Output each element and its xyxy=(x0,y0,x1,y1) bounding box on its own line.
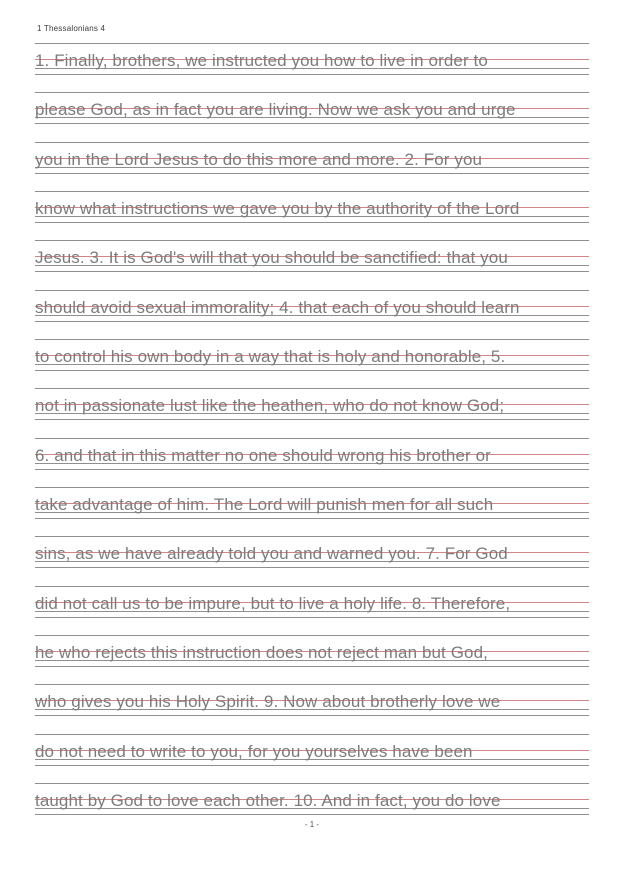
cap-line-rule xyxy=(35,92,589,93)
page-number: - 1 - xyxy=(304,820,320,829)
practice-row xyxy=(35,586,589,635)
cap-line-rule xyxy=(35,684,589,685)
descender-rule xyxy=(35,74,589,75)
cap-line-rule xyxy=(35,438,589,439)
descender-rule xyxy=(35,173,589,174)
practice-row xyxy=(35,92,589,141)
verse-text-line: do not need to write to you, for you yourselves have been xyxy=(35,741,473,761)
practice-row xyxy=(35,388,589,437)
cap-line-rule xyxy=(35,388,589,389)
practice-row xyxy=(35,240,589,289)
cap-line-rule xyxy=(35,635,589,636)
descender-rule xyxy=(35,617,589,618)
practice-row xyxy=(35,734,589,783)
cap-line-rule xyxy=(35,487,589,488)
cap-line-rule xyxy=(35,191,589,192)
descender-rule xyxy=(35,469,589,470)
verse-text-line: know what instructions we gave you by the authority of the Lord xyxy=(35,198,520,218)
practice-row xyxy=(35,290,589,339)
cap-line-rule xyxy=(35,734,589,735)
verse-text-line: should avoid sexual immorality; 4. that each of you should learn xyxy=(35,297,520,317)
verse-text-line: you in the Lord Jesus to do this more and more. 2. For you xyxy=(35,149,483,169)
verse-text-line: taught by God to love each other. 10. And in fact, you do love xyxy=(35,790,501,810)
page-title: 1 Thessalonians 4 xyxy=(37,24,106,33)
practice-row xyxy=(35,635,589,684)
verse-text-line: sins, as we have already told you and warned you. 7. For God xyxy=(35,544,508,564)
descender-rule xyxy=(35,666,589,667)
descender-rule xyxy=(35,271,589,272)
practice-row xyxy=(35,191,589,240)
cap-line-rule xyxy=(35,536,589,537)
descender-rule xyxy=(35,321,589,322)
practice-row xyxy=(35,536,589,585)
descender-rule xyxy=(35,419,589,420)
cap-line-rule xyxy=(35,586,589,587)
verse-text-line: please God, as in fact you are living. Now we ask you and urge xyxy=(35,100,516,120)
descender-rule xyxy=(35,370,589,371)
practice-row xyxy=(35,684,589,733)
rows xyxy=(35,43,589,832)
verse-text-line: he who rejects this instruction does not reject man but God, xyxy=(35,642,488,662)
practice-row xyxy=(35,487,589,536)
cap-line-rule xyxy=(35,339,589,340)
descender-rule xyxy=(35,567,589,568)
verse-text-line: 1. Finally, brothers, we instructed you how to live in order to xyxy=(35,51,488,70)
practice-row xyxy=(35,43,589,92)
practice-row xyxy=(35,339,589,388)
cap-line-rule xyxy=(35,783,589,784)
descender-rule xyxy=(35,123,589,124)
descender-rule xyxy=(35,765,589,766)
cap-line-rule xyxy=(35,43,589,44)
cap-line-rule xyxy=(35,142,589,143)
practice-row xyxy=(35,438,589,487)
verse-text-line: take advantage of him. The Lord will punish men for all such xyxy=(35,494,494,514)
verse-text-line: who gives you his Holy Spirit. 9. Now about brotherly love we xyxy=(35,692,501,712)
verse-text-line: Jesus. 3. It is God's will that you should be sanctified: that you xyxy=(35,248,508,268)
cap-line-rule xyxy=(35,290,589,291)
descender-rule xyxy=(35,814,589,815)
verse-text-line: did not call us to be impure, but to live a holy life. 8. Therefore, xyxy=(35,593,511,613)
verse-text-line: to control his own body in a way that is holy and honorable, 5. xyxy=(35,346,506,366)
verse-text-line: not in passionate lust like the heathen, who do not know God; xyxy=(35,396,505,416)
practice-row xyxy=(35,142,589,191)
cap-line-rule xyxy=(35,240,589,241)
descender-rule xyxy=(35,518,589,519)
descender-rule xyxy=(35,715,589,716)
descender-rule xyxy=(35,222,589,223)
verse-text-line: 6. and that in this matter no one should wrong his brother or xyxy=(35,445,491,465)
